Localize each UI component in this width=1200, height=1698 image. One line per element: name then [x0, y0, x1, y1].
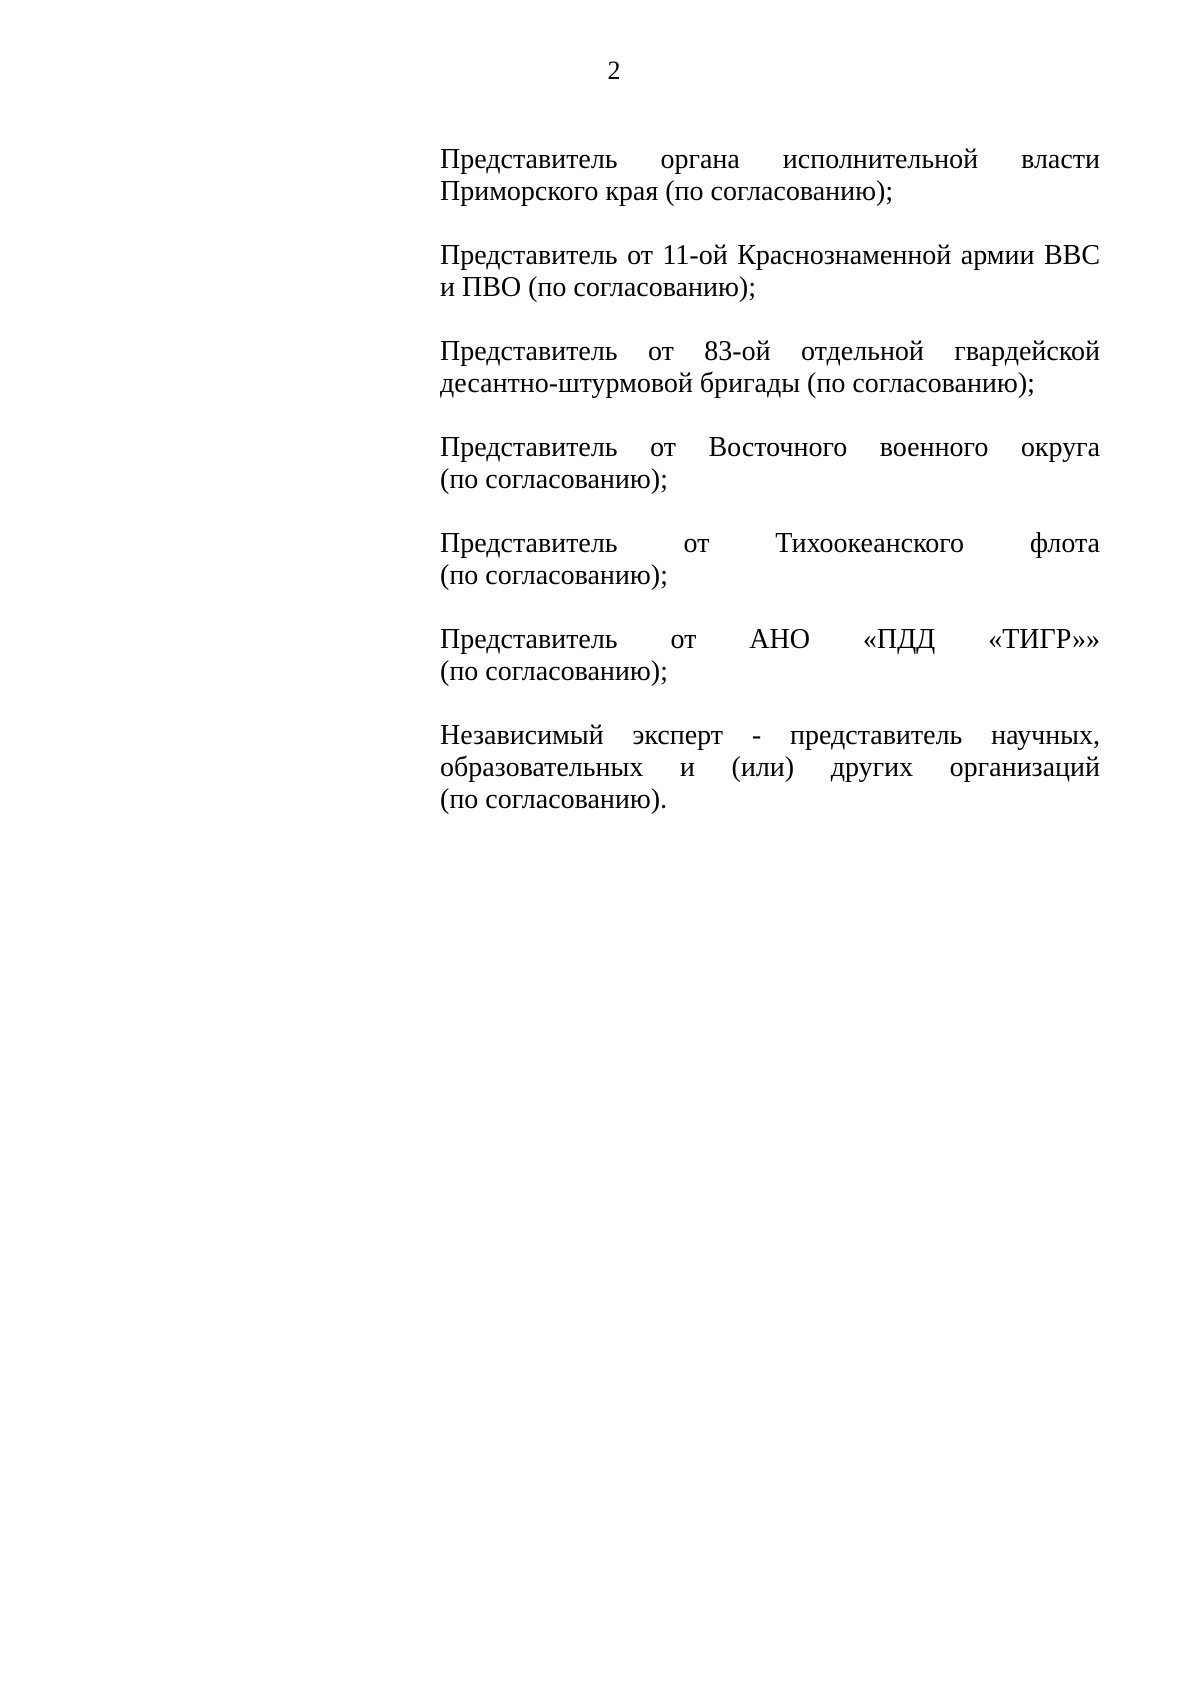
member-line: десантно-штурмовой бригады (по согласованию); [440, 368, 1035, 399]
member-line: и ПВО (по согласованию); [440, 272, 756, 303]
member-item [440, 144, 1100, 208]
member-item [440, 528, 1100, 592]
member-list [440, 144, 1100, 848]
member-item [440, 624, 1100, 688]
member-line: Представитель от 11-ой Краснознаменной армии ВВС [440, 240, 1100, 271]
page-number: 2 [607, 56, 621, 85]
member-line: Приморского края (по согласованию); [440, 176, 894, 207]
member-item [440, 720, 1100, 816]
member-line: Представитель органа исполнительной власти [440, 144, 1100, 175]
member-line: Представитель от Тихоокеанского флота [440, 528, 1100, 559]
member-line: Независимый эксперт - представитель научных, [440, 720, 1100, 751]
member-line: (по согласованию). [440, 784, 668, 815]
member-item [440, 336, 1100, 400]
member-line: (по согласованию); [440, 560, 668, 591]
member-line: (по согласованию); [440, 656, 668, 687]
member-line: Представитель от Восточного военного округа [440, 432, 1100, 463]
member-line: образовательных и (или) других организаций [440, 752, 1100, 783]
member-line: Представитель от 83-ой отдельной гвардейской [440, 336, 1100, 367]
member-item [440, 240, 1100, 304]
member-line: (по согласованию); [440, 464, 668, 495]
member-line: Представитель от АНО «ПДД «ТИГР»» [440, 624, 1100, 655]
member-item [440, 432, 1100, 496]
